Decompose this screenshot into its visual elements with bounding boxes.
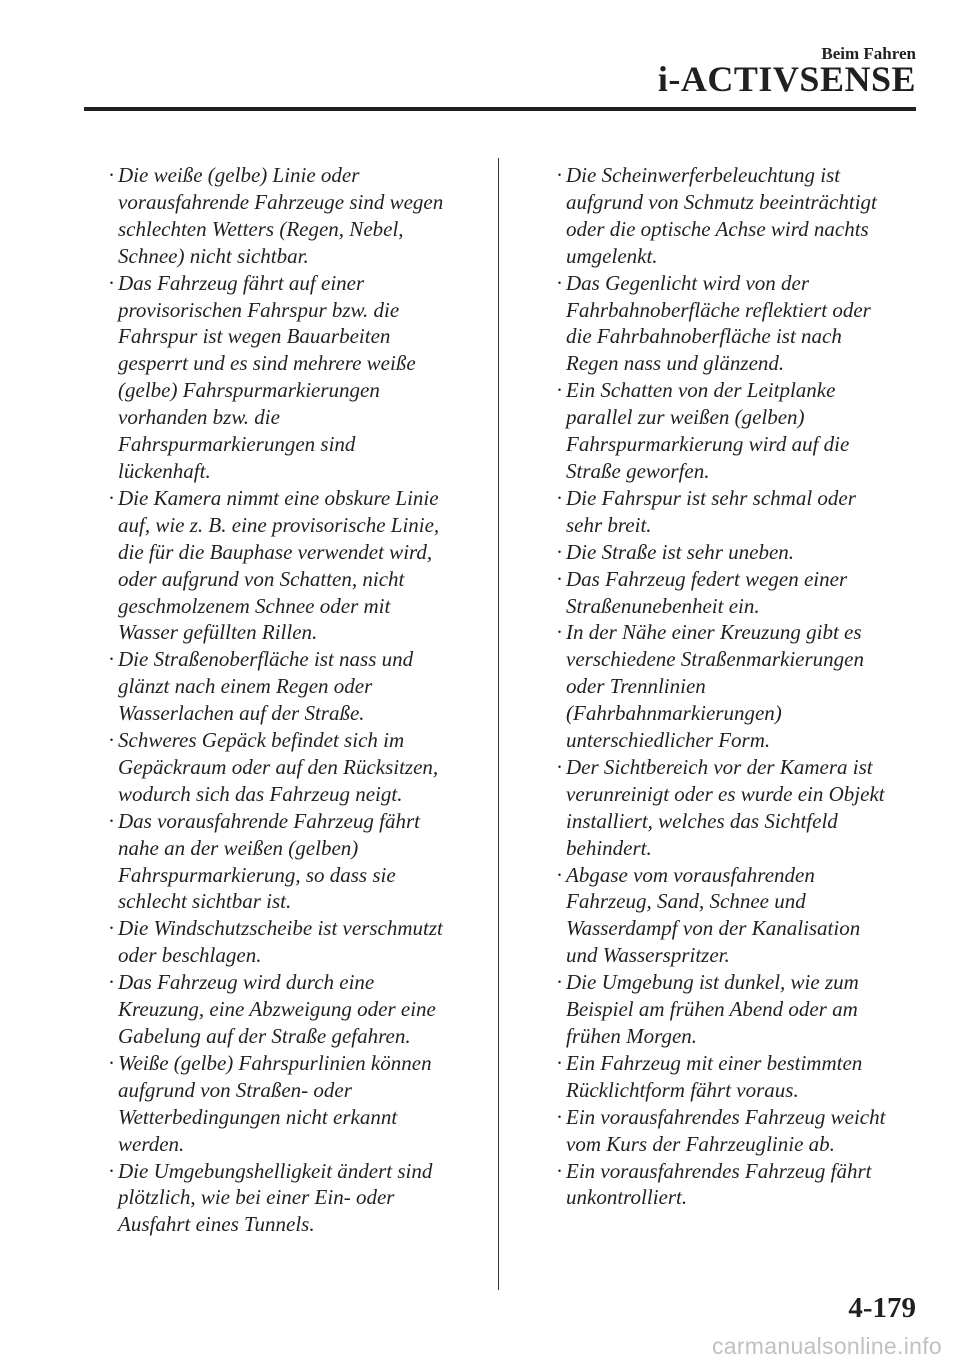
bullet-item — [100, 270, 480, 485]
bullet-dot-icon: · — [556, 1158, 563, 1183]
bullet-dot-icon: · — [108, 1050, 115, 1075]
bullet-dot-icon: · — [108, 270, 115, 295]
bullet-item — [100, 162, 480, 270]
bullet-item — [548, 754, 918, 862]
bullet-item — [100, 727, 480, 808]
bullet-item — [100, 1158, 480, 1239]
section-heading: Beim Fahren — [821, 44, 916, 63]
bullet-text: Die Umgebungshelligkeit ändert sind plötzlich, wie bei einer Ein- oder Ausfahrt eines Tunnels. — [118, 1158, 433, 1237]
bullet-dot-icon: · — [556, 485, 563, 510]
bullet-dot-icon: · — [556, 566, 563, 591]
bullet-dot-icon: · — [556, 163, 563, 187]
bullet-dot-icon: · — [556, 970, 563, 995]
bullet-dot-icon: · — [556, 378, 563, 403]
bullet-dot-icon: · — [108, 1158, 115, 1183]
column-divider — [498, 158, 499, 1290]
bullet-text: Die Windschutzscheibe ist verschmutzt oder beschlagen. — [118, 916, 443, 968]
bullet-dot-icon: · — [108, 647, 115, 672]
bullet-dot-icon: · — [108, 728, 115, 753]
bullet-item — [548, 969, 918, 1050]
bullet-text: Die Straßenoberfläche ist nass und glänzt nach einem Regen oder Wasserlachen auf der Straße. — [118, 647, 414, 726]
page-number: 4-179 — [848, 1292, 916, 1324]
bullet-item — [100, 646, 480, 727]
bullet-item — [548, 1104, 918, 1158]
watermark: carmanualsonline.info — [711, 1333, 942, 1359]
bullet-item — [100, 915, 480, 969]
bullet-item — [548, 566, 918, 620]
left-column-list — [100, 162, 480, 1238]
bullet-item — [548, 1050, 918, 1104]
bullet-text: Die Scheinwerferbeleuchtung ist aufgrund von Schmutz beeinträchtigt oder die optische Achse wird nachts umgelenkt. — [566, 163, 877, 268]
bullet-item — [100, 808, 480, 916]
bullet-dot-icon: · — [556, 539, 563, 564]
bullet-text: Die Straße ist sehr uneben. — [566, 539, 795, 564]
bullet-text: Das Gegenlicht wird von der Fahrbahnoberfläche reflektiert oder die Fahrbahnoberfläche ist nach Regen nass und glänzend. — [566, 270, 871, 376]
bullet-text: Das Fahrzeug wird durch eine Kreuzung, eine Abzweigung oder eine Gabelung auf der Straße gefahren. — [118, 970, 436, 1048]
bullet-text: Weiße (gelbe) Fahrspurlinien können aufgrund von Straßen- oder Wetterbedingungen nicht erkannt werden. — [118, 1050, 432, 1156]
bullet-item — [548, 619, 918, 754]
bullet-text: Ein Fahrzeug mit einer bestimmten Rücklichtform fährt voraus. — [566, 1050, 863, 1102]
bullet-text: Ein vorausfahrendes Fahrzeug weicht vom Kurs der Fahrzeuglinie ab. — [566, 1104, 886, 1156]
bullet-dot-icon: · — [108, 485, 115, 510]
bullet-item — [548, 1158, 918, 1212]
bullet-dot-icon: · — [556, 270, 563, 295]
bullet-item — [548, 539, 918, 566]
bullet-text: Die weiße (gelbe) Linie oder vorausfahrende Fahrzeuge sind wegen schlechten Wetters (Regen, Nebel, Schnee) nicht sichtbar. — [118, 163, 444, 268]
bullet-dot-icon: · — [108, 916, 115, 941]
bullet-dot-icon: · — [556, 862, 563, 887]
bullet-text: Ein Schatten von der Leitplanke parallel zur weißen (gelben) Fahrspurmarkierung wird auf die Straße geworfen. — [566, 378, 850, 483]
bullet-text: Schweres Gepäck befindet sich im Gepäckraum oder auf den Rücksitzen, wodurch sich das Fahrzeug neigt. — [118, 728, 439, 806]
bullet-item — [548, 270, 918, 378]
bullet-text: Die Umgebung ist dunkel, wie zum Beispiel am frühen Abend oder am frühen Morgen. — [566, 970, 859, 1048]
bullet-item — [548, 377, 918, 485]
bullet-item — [100, 485, 480, 646]
bullet-dot-icon: · — [556, 1050, 563, 1075]
bullet-text: In der Nähe einer Kreuzung gibt es verschiedene Straßenmarkierungen oder Trennlinien (Fahrbahnmarkierungen) unterschiedlicher Form. — [566, 620, 864, 753]
header-rule — [84, 107, 916, 111]
bullet-item — [100, 1050, 480, 1158]
right-column-list — [548, 162, 918, 1211]
bullet-item — [548, 485, 918, 539]
bullet-text: Das Fahrzeug federt wegen einer Straßenunebenheit ein. — [566, 566, 848, 618]
bullet-item — [548, 162, 918, 270]
bullet-dot-icon: · — [108, 970, 115, 995]
bullet-item — [548, 862, 918, 970]
page-title: i-ACTIVSENSE — [657, 59, 916, 99]
bullet-dot-icon: · — [556, 754, 563, 779]
bullet-text: Das Fahrzeug fährt auf einer provisorischen Fahrspur bzw. die Fahrspur ist wegen Bauarbeiten gesperrt und es sind mehrere weiße (gelbe) Fahrspurmarkierungen vorhanden bzw. die Fahrspurmarkierungen sind lückenhaft. — [118, 270, 416, 483]
bullet-text: Abgase vom vorausfahrenden Fahrzeug, Sand, Schnee und Wasserdampf von der Kanalisation und Wasserspritzer. — [566, 862, 861, 968]
bullet-dot-icon: · — [108, 163, 115, 187]
bullet-item — [100, 969, 480, 1050]
bullet-dot-icon: · — [108, 808, 115, 833]
bullet-text: Das vorausfahrende Fahrzeug fährt nahe an der weißen (gelben) Fahrspurmarkierung, so dass sie schlecht sichtbar ist. — [118, 808, 420, 914]
bullet-text: Der Sichtbereich vor der Kamera ist verunreinigt oder es wurde ein Objekt installiert, welches das Sichtfeld behindert. — [566, 754, 885, 860]
bullet-dot-icon: · — [556, 620, 563, 645]
bullet-text: Die Fahrspur ist sehr schmal oder sehr breit. — [566, 485, 856, 537]
bullet-text: Die Kamera nimmt eine obskure Linie auf, wie z. B. eine provisorische Linie, die für die Bauphase verwendet wird, oder aufgrund von Schatten, nicht geschmolzenem Schnee oder mit Wasser gefüllten Rillen. — [118, 485, 440, 645]
bullet-text: Ein vorausfahrendes Fahrzeug fährt unkontrolliert. — [566, 1158, 872, 1210]
bullet-dot-icon: · — [556, 1104, 563, 1129]
